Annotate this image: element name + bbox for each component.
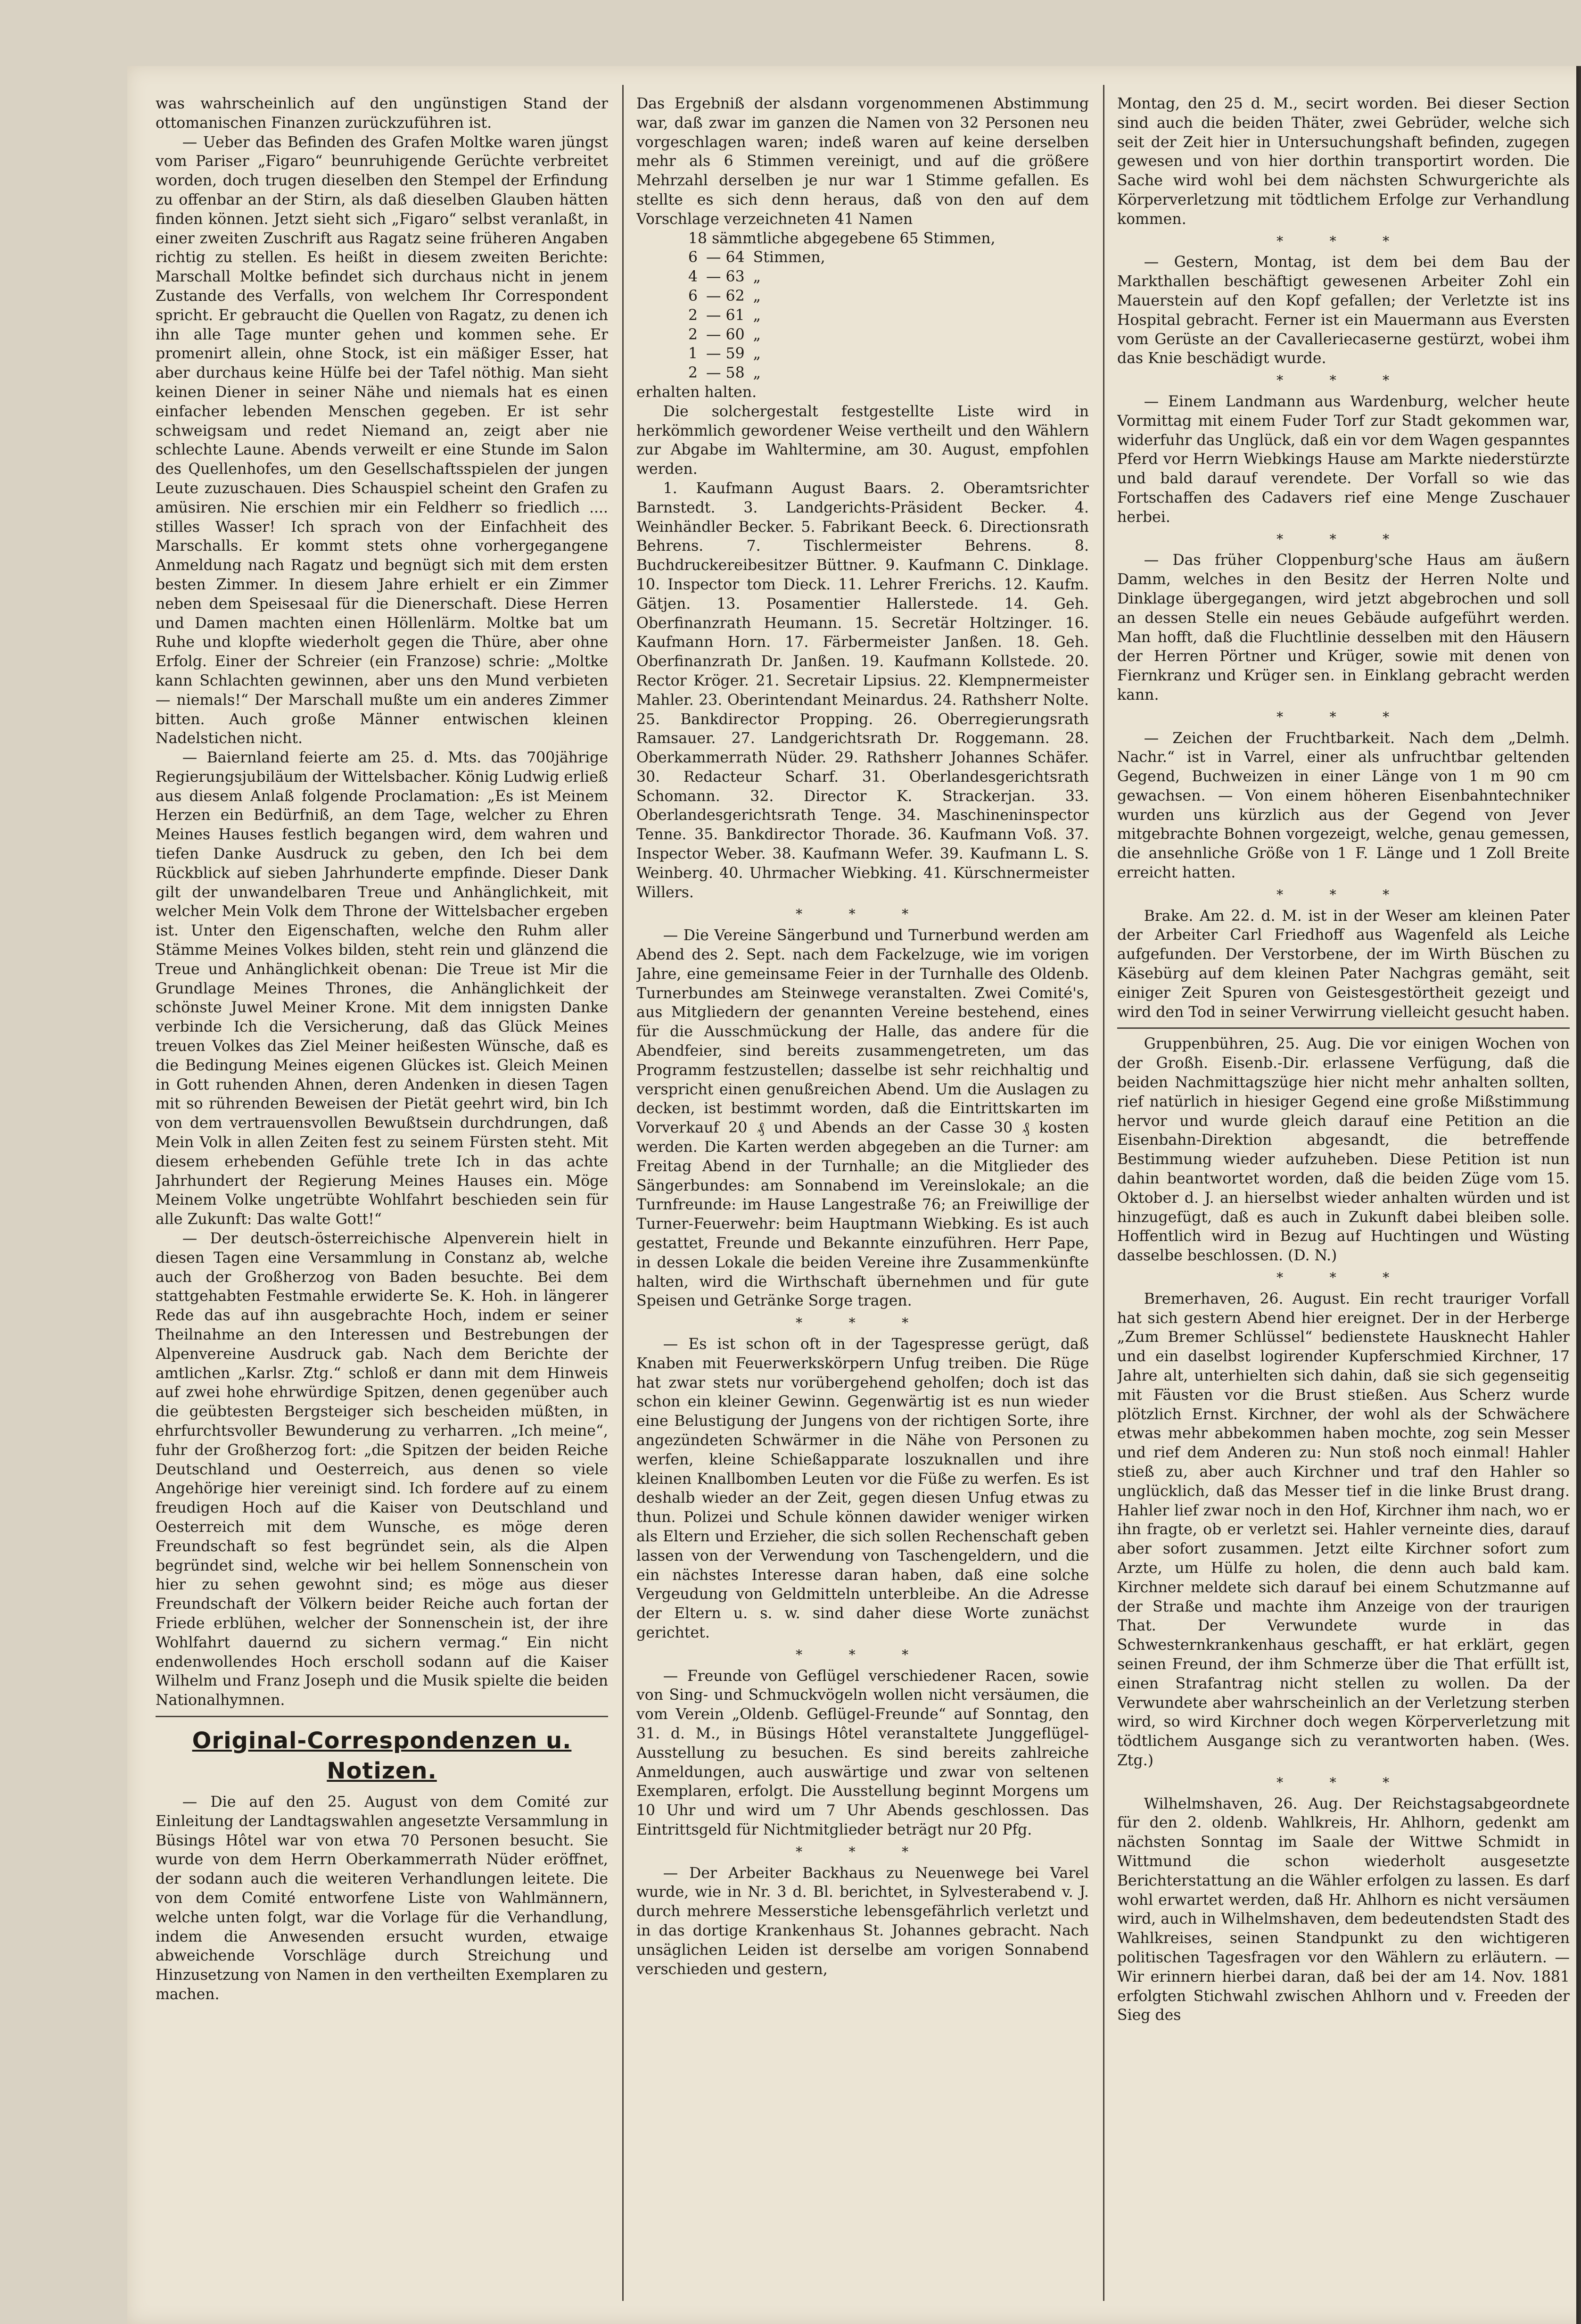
- column-2: [636, 94, 1089, 2306]
- vote-row: 1 — 59 „: [688, 345, 761, 363]
- star-separator: * * *: [796, 1646, 930, 1662]
- article-paragraph: — Es ist schon oft in der Tagespresse gerügt, daß Knaben mit Feuerwerkskörpern Unfug treiben. Die Rüge hat zwar stets nur vorübergehend geholfen; doch ist das schon ein kleiner Gewinn. Gegenwärtig ist es nun wieder eine Belustigung der Jungens von der richtigen Sorte, ihre angezündeten Schwärmer in die Nähe von Personen zu werfen, kleine Schießapparate loszuknallen und ihre kleinen Knallbomben Leuten vor die Füße zu werfen. Es ist deshalb wieder an der Zeit, gegen diesen Unfug etwas zu thun. Polizei und Schule können dawider weniger wirken als Eltern und Erzieher, die sich sollen Rechenschaft geben lassen von der Verwendung von Taschengeldern, und die ein nächstes Interesse daran haben, daß eine solche Vergeudung von Geldmitteln unterbleibe. An die Adresse der Eltern u. s. w. sind daher diese Worte zunächst gerichtet.: [636, 1336, 1089, 1641]
- column-3: [1117, 94, 1570, 2306]
- vote-table: [688, 248, 834, 383]
- section-heading: Original-Correspondenzen u. Notizen.: [192, 1727, 572, 1784]
- vote-row: 2 — 58 „: [688, 364, 761, 382]
- article-paragraph: — Die Vereine Sängerbund und Turnerbund werden am Abend des 2. Sept. nach dem Fackelzuge, wie im vorigen Jahre, eine gemeinsame Feier in der Turnhalle des Oldenb. Turnerbundes am Steinwege veranstalten. Zwei Comité's, aus Mitgliedern der genannten Vereine bestehend, eines für die Ausschmückung der Halle, das andere für die Abendfeier, sind bereits zusammengetreten, um das Programm festzustellen; dasselbe ist sehr reichhaltig und verspricht einen genußreichen Abend. Um die Auslagen zu decken, ist bestimmt worden, daß die Eintrittskarten im Vorverkauf 20 ₰ und Abends an der Casse 30 ₰ kosten werden. Die Karten werden abgegeben an die Turner: am Freitag Abend in der Turnhalle; an die Mitglieder des Sängerbundes: am Sonnabend im Vereinslokale; an die Turnfreunde: im Hause Langestraße 76; an Freiwillige der Turner-Feuerwehr: beim Hauptmann Wiebking. Es ist auch gestattet, Freunde und Bekannte einzuführen. Herr Pape, in dessen Lokale die beiden Vereine ihre Zusammenkünfte halten, wird die Wirthschaft übernehmen und für gute Speisen und Getränke Sorge tragen.: [636, 927, 1089, 1310]
- article-paragraph: — Die auf den 25. August von dem Comité zur Einleitung der Landtagswahlen angesetzte Versammlung in Büsings Hôtel war von etwa 70 Personen besucht. Sie wurde von dem Herrn Oberkammerrath Nüder eröffnet, der sodann auch die weiteren Verhandlungen leitete. Die von dem Comité entworfene Liste von Wahlmännern, welche unten folgt, war die Vorlage für die Verhandlung, indem die Anwesenden ersucht wurden, etwaige abweichende Vorschläge durch Streichung und Hinzusetzung von Namen in den vertheilten Exemplaren zu machen.: [156, 1793, 608, 2003]
- vote-row: 4 — 63 „: [688, 268, 761, 286]
- column-1: [156, 94, 608, 2306]
- article-paragraph: Wilhelmshaven, 26. Aug. Der Reichstagsabgeordnete für den 2. oldenb. Wahlkreis, Hr. Ahlhorn, gedenkt am nächsten Sonntag im Saale der Wittwe Schmidt in Wittmund die schon wiederholt ausgesetzte Berichterstattung an die Wähler erfolgen zu lassen. Es darf wohl erwartet werden, daß Hr. Ahlhorn es nicht versäumen wird, auch in Wilhelmshaven, dem bedeutendsten Stadt des Wahlkreises, seinen Standpunkt zu den wichtigeren politischen Tagesfragen vor den Wählern zu erläutern. — Wir erinnern hierbei daran, daß bei der am 14. Nov. 1881 erfolgten Stichwahl zwischen Ahlhorn und v. Freeden der Sieg des: [1117, 1795, 1570, 2024]
- vote-row: 6 — 64 Stimmen,: [688, 249, 825, 266]
- vote-summary: 18 sämmtliche abgegebene 65 Stimmen,: [688, 230, 996, 247]
- article-paragraph: — Der Arbeiter Backhaus zu Neuenwege bei Varel wurde, wie in Nr. 3 d. Bl. berichtet, in Sylvesterabend v. J. durch mehrere Messerstiche lebensgefährlich verletzt und in das dortige Krankenhaus St. Johannes gebracht. Nach unsäglichen Leiden ist derselbe am vorigen Sonnabend verschieden und gestern,: [636, 1864, 1089, 1978]
- article-paragraph: Bremerhaven, 26. August. Ein recht trauriger Vorfall hat sich gestern Abend hier ereignet. Der in der Herberge „Zum Bremer Schlüssel“ bedienstete Hausknecht Hahler und ein daselbst logirender Kupferschmied Kirchner, 17 Jahre alt, unterhielten sich dahin, daß sie sich gegenseitig mit Fäusten vor die Brust stießen. Aus Scherz wurde plötzlich Ernst. Kirchner, der wohl als der Schwächere etwas mehr abbekommen haben mochte, zog sein Messer und rief dem Anderen zu: Nun stoß noch einmal! Hahler stieß zu, aber auch Kirchner und traf den Hahler so unglücklich, daß das Messer tief in die linke Brust drang. Hahler lief zwar noch in den Hof, Kirchner ihm nach, wo er ihn fragte, ob er verletzt sei. Hahler verneinte dies, darauf aber sofort zusammen. Jetzt eilte Kirchner sofort zum Arzte, um Hülfe zu holen, die denn auch bald kam. Kirchner meldete sich darauf bei einem Schutzmanne auf der Straße und machte ihm Anzeige von der traurigen That. Der Verwundete wurde in das Schwesternkrankenhaus geschafft, er hat erklärt, gegen seinen Freund, der ihm Schmerze über die That erfüllt ist, einen Strafantrag nicht stellen zu wollen. Da der Verwundete aber wahrscheinlich an der Verletzung sterben wird, so wird Kirchner doch wegen Körperverletzung mit tödtlichem Ausgange sich zu verantworten haben. (Wes. Ztg.): [1117, 1290, 1570, 1769]
- article-paragraph: — Der deutsch-österreichische Alpenverein hielt in diesen Tagen eine Versammlung in Constanz ab, welche auch der Großherzog von Baden besuchte. Bei dem stattgehabten Festmahle erwiderte Se. K. Hoh. in längerer Rede das auf ihn ausgebrachte Hoch, indem er seiner Theilnahme an den Interessen und Bestrebungen der Alpenvereine Ausdruck gab. Nach dem Berichte der amtlichen „Karlsr. Ztg.“ schloß er dann mit dem Hinweis auf zwei hohe ehrwürdige Spitzen, denen gegenüber auch die geübtesten Bergsteiger sich bescheiden müßten, in ehrfurchtsvoller Bewunderung zu verharren. „Ich meine“, fuhr der Großherzog fort: „die Spitzen der beiden Reiche Deutschland und Oesterreich, aus denen so viele Angehörige hier vereinigt sind. Ich fordere auf zu einem freudigen Hoch auf die Kaiser von Deutschland und Oesterreich mit dem Wunsche, es möge deren Freundschaft so fest begründet sein, als die Alpen begründet sind, welche wir bei hellem Sonnenschein von hier zu sehen gewohnt sind; es möge aus dieser Freundschaft der Völkern beider Reiche auch fortan der Friede erblühen, welcher der Sonnenschein ist, der ihre Wohlfahrt dauernd zu sichern vermag.“ Ein nicht endenwollendes Hoch erscholl sodann auf die Kaiser Wilhelm und Franz Joseph und die Musik spielte die beiden Nationalhymnen.: [156, 1230, 608, 1709]
- star-separator: * * *: [796, 1844, 930, 1860]
- article-paragraph: Montag, den 25 d. M., secirt worden. Bei dieser Section sind auch die beiden Thäter, zwei Gebrüder, welche sich seit der Zeit hier in Untersuchungshaft befinden, zugegen gewesen und von hier dorthin transportirt worden. Die Sache wird wohl bei dem nächsten Schwurgerichte als Körperverletzung mit tödtlichem Erfolge zur Verhandlung kommen.: [1117, 95, 1570, 228]
- section-divider: [156, 1716, 608, 1717]
- star-separator: * * *: [1276, 1774, 1410, 1790]
- star-separator: * * *: [1276, 531, 1410, 547]
- article-paragraph: was wahrscheinlich auf den ungünstigen Stand der ottomanischen Finanzen zurückzuführen ist.: [156, 95, 608, 132]
- star-separator: * * *: [796, 906, 930, 922]
- article-paragraph: erhalten halten.: [636, 383, 757, 401]
- article-paragraph: Gruppenbühren, 25. Aug. Die vor einigen Wochen von der Großh. Eisenb.-Dir. erlassene Verfügung, daß die beiden Nachmittagszüge hier nicht mehr anhalten sollten, rief natürlich in hiesiger Gegend eine große Mißstimmung hervor und wurde gleich darauf eine Petition an die Eisenbahn-Direktion abgesandt, die betreffende Bestimmung wieder aufzuheben. Diese Petition ist nun dahin beantwortet worden, daß die beiden Züge vom 15. Oktober d. J. an hierselbst wieder anhalten würden und ist hinzugefügt, daß es auch in Zukunft dabei bleiben solle. Hoffentlich wird in Bezug auf Huchtingen und Wüsting dasselbe beschlossen. (D. N.): [1117, 1035, 1570, 1265]
- vote-row: 6 — 62 „: [688, 287, 761, 305]
- star-separator: * * *: [796, 1315, 930, 1331]
- article-paragraph: — Freunde von Geflügel verschiedener Racen, sowie von Sing- und Schmuckvögeln wollen nicht versäumen, die vom Verein „Oldenb. Geflügel-Freunde“ auf Sonntag, den 31. d. M., in Büsings Hôtel veranstaltete Junggeflügel-Ausstellung zu besuchen. Es sind bereits zahlreiche Anmeldungen, auch auswärtige und zwar von seltenen Exemplaren, erfolgt. Die Ausstellung beginnt Morgens um 10 Uhr und wird um 7 Uhr Abends geschlossen. Das Eintrittsgeld für Nichtmitglieder beträgt nur 20 Pfg.: [636, 1667, 1089, 1838]
- vote-row: 2 — 60 „: [688, 326, 761, 343]
- article-paragraph: Die solchergestalt festgestellte Liste wird in herkömmlich gewordener Weise vertheilt und den Wählern zur Abgabe im Wahltermine, am 30. August, empfohlen werden.: [636, 403, 1089, 478]
- column-rule: [1103, 85, 1104, 2301]
- article-paragraph: Das Ergebniß der alsdann vorgenommenen Abstimmung war, daß zwar im ganzen die Namen von 32 Personen neu vorgeschlagen waren; indeß waren auf keine derselben mehr als 6 Stimmen vereinigt, und auf die größere Mehrzahl derselben je nur war 1 Stimme gefallen. Es stellte es sich denn heraus, daß von den auf dem Vorschlage verzeichneten 41 Namen: [636, 95, 1089, 228]
- binding-edge: [1576, 66, 1581, 2324]
- article-paragraph: — Ueber das Befinden des Grafen Moltke waren jüngst vom Pariser „Figaro“ beunruhigende Gerüchte verbreitet worden, doch trugen dieselben den Stempel der Erfindung zu offenbar an der Stirn, als daß dieselben Glauben hätten finden können. Jetzt sieht sich „Figaro“ selbst veranlaßt, in einer zweiten Zuschrift aus Ragatz seine früheren Angaben richtig zu stellen. Es heißt in diesem zweiten Berichte: Marschall Moltke befindet sich durchaus nicht in jenem Zustande des Verfalls, von welchem Ihr Correspondent spricht. Er gebraucht die Quellen von Ragatz, zu denen ich ihn alle Tage munter gehen und kommen sehe. Er promenirt allein, ohne Stock, ist ein mäßiger Esser, hat aber durchaus keine Hülfe bei der Tafel nöthig. Man sieht keinen Diener in seiner Nähe und niemals hat es einen einfacher lebenden Menschen gegeben. Er ist sehr schweigsam und redet Niemand an, zeigt aber nie schlechte Laune. Abends verweilt er eine Stunde im Salon des Quellenhofes, um den Gesellschaftsspielen der jungen Leute zuzuschauen. Dies Schauspiel scheint den Grafen zu amüsiren. Nie erschien mir ein Feldherr so friedlich .... stilles Wasser! Ich sprach von der Einfachheit des Marschalls. Er kommt stets ohne vorhergegangene Anmeldung nach Ragatz und begnügt sich mit dem ersten besten Zimmer. In diesem Jahre erhielt er ein Zimmer neben dem Speisesaal für die Dienerschaft. Diese Herren und Damen machten einen Höllenlärm. Moltke bat um Ruhe und klopfte wiederholt gegen die Thüre, aber ohne Erfolg. Einer der Schreier (ein Franzose) schrie: „Moltke kann Schlachten gewinnen, aber uns den Mund verbieten — niemals!“ Der Marschall mußte um ein anderes Zimmer bitten. Auch große Männer entwischen kleinen Nadelstichen nicht.: [156, 133, 608, 747]
- star-separator: * * *: [1276, 709, 1410, 725]
- star-separator: * * *: [1276, 886, 1410, 902]
- article-paragraph: — Baiernland feierte am 25. d. Mts. das 700jährige Regierungsjubiläum der Wittelsbacher. König Ludwig erließ aus diesem Anlaß folgende Proclamation: „Es ist Meinem Herzen ein Bedürfniß, an dem Tage, welcher zu Ehren Meines Hauses festlich begangen wird, dem wahren und tiefen Danke Ausdruck zu geben, den Ich bei dem Rückblick auf sieben Jahrhunderte empfinde. Dieser Dank gilt der unwandelbaren Treue und Anhänglichkeit, mit welcher Mein Volk dem Throne der Wittelsbacher ergeben ist. Unter den Eigenschaften, welche den Ruhm aller Stämme Meines Volkes bilden, steht rein und glänzend die Treue und Anhänglichkeit obenan: Die Treue ist Mir die Grundlage Meines Thrones, die Anhänglichkeit der schönste Juwel Meiner Krone. Mit dem innigsten Danke verbinde Ich die Versicherung, daß das Glück Meines treuen Volkes das Ziel Meiner heißesten Wünsche, daß es die Bedingung Meines eigenen Glückes ist. Gleich Meinen in Gott ruhenden Ahnen, deren Andenken in diesen Tagen mit so rührenden Beweisen der Pietät geehrt wird, bin Ich von dem vertrauensvollen Bewußtsein durchdrungen, daß Mein Volk in allen Zeiten fest zu seinem Fürsten steht. Mit diesem erhebenden Gefühle trete Ich in das achte Jahrhundert der Regierung Meines Hauses ein. Möge Meinem Volke ungetrübte Wohlfahrt beschieden sein für alle Zukunft: Das walte Gott!“: [156, 749, 608, 1228]
- newspaper-page: [127, 66, 1581, 2324]
- star-separator: * * *: [1276, 233, 1410, 249]
- star-separator: * * *: [1276, 372, 1410, 389]
- article-paragraph: — Einem Landmann aus Wardenburg, welcher heute Vormittag mit einem Fuder Torf zur Stadt gekommen war, widerfuhr das Unglück, daß ein vor dem Wagen gespanntes Pferd vor Herrn Wiebkings Hause am Markte niederstürzte und bald darauf verendete. Der Vorfall so wie das Fortschaffen des Cadavers rief eine Menge Zuschauer herbei.: [1117, 393, 1570, 526]
- candidate-list: 1. Kaufmann August Baars. 2. Oberamtsrichter Barnstedt. 3. Landgerichts-Präsident Becker. 4. Weinhändler Becker. 5. Fabrikant Beeck. 6. Directionsrath Behrens. 7. Tischlermeister Behrens. 8. Buchdruckereibesitzer Büttner. 9. Kaufmann C. Dinklage. 10. Inspector tom Dieck. 11. Lehrer Frerichs. 12. Kaufm. Gätjen. 13. Posamentier Hallerstede. 14. Geh. Oberfinanzrath Heumann. 15. Secretär Holtzinger. 16. Kaufmann Horn. 17. Färbermeister Janßen. 18. Geh. Oberfinanzrath Dr. Janßen. 19. Kaufmann Kollstede. 20. Rector Kröger. 21. Secretair Lipsius. 22. Klempnermeister Mahler. 23. Oberintendant Meinardus. 24. Rathsherr Nolte. 25. Bankdirector Propping. 26. Oberregierungsrath Ramsauer. 27. Landgerichtsrath Dr. Roggemann. 28. Oberkammerrath Nüder. 29. Rathsherr Johannes Schäfer. 30. Redacteur Scharf. 31. Oberlandesgerichtsrath Schomann. 32. Director K. Strackerjan. 33. Oberlandesgerichtsrath Tenge. 34. Maschineninspector Tenne. 35. Bankdirector Thorade. 36. Kaufmann Voß. 37. Inspector Weber. 38. Kaufmann Wefer. 39. Kaufmann L. S. Weinberg. 40. Uhrmacher Wiebking. 41. Kürschnermeister Willers.: [636, 480, 1089, 901]
- star-separator: * * *: [1276, 1270, 1410, 1286]
- article-paragraph: — Das früher Cloppenburg'sche Haus am äußern Damm, welches in den Besitz der Herren Nolte und Dinklage übergegangen, wird jetzt abgebrochen und soll an dessen Stelle ein neues Gebäude aufgeführt werden. Man hofft, daß die Fluchtlinie desselben mit den Häusern der Herren Pörtner und Krüger, sowie mit denen von Fiernkranz und Krüger sen. in Einklang gebracht werden kann.: [1117, 552, 1570, 703]
- article-paragraph: Brake. Am 22. d. M. ist in der Weser am kleinen Pater der Arbeiter Carl Friedhoff aus Wagenfeld als Leiche aufgefunden. Der Verstorbene, der im Wirth Büschen zu Käsebürg auf dem kleinen Pater Nachgras gemäht, seit einiger Zeit Spuren von Geistesgestörtheit gezeigt und wird den Tod in seiner Verwirrung vielleicht gesucht haben.: [1117, 907, 1570, 1021]
- column-rule: [622, 85, 624, 2301]
- article-paragraph: — Zeichen der Fruchtbarkeit. Nach dem „Delmh. Nachr.“ ist in Varrel, einer als unfruchtbar geltenden Gegend, Buchweizen in einer Länge von 1 m 90 cm gewachsen. — Von einem höheren Eisenbahntechniker wurden uns kürzlich aus der Gegend von Jever mitgebrachte Bohnen vorgezeigt, welche, genau gemessen, die ansehnliche Größe von 1 F. Länge und 1 Zoll Breite erreicht hatten.: [1117, 729, 1570, 882]
- section-divider: [1117, 1027, 1570, 1029]
- vote-row: 2 — 61 „: [688, 306, 761, 324]
- article-paragraph: — Gestern, Montag, ist dem bei dem Bau der Markthallen beschäftigt gewesenen Arbeiter Zohl ein Mauerstein auf den Kopf gefallen; der Verletzte ist ins Hospital gebracht. Ferner ist ein Mauermann aus Eversten vom Gerüste an der Cavalleriecaserne gestürzt, wobei ihm das Knie beschädigt wurde.: [1117, 254, 1570, 367]
